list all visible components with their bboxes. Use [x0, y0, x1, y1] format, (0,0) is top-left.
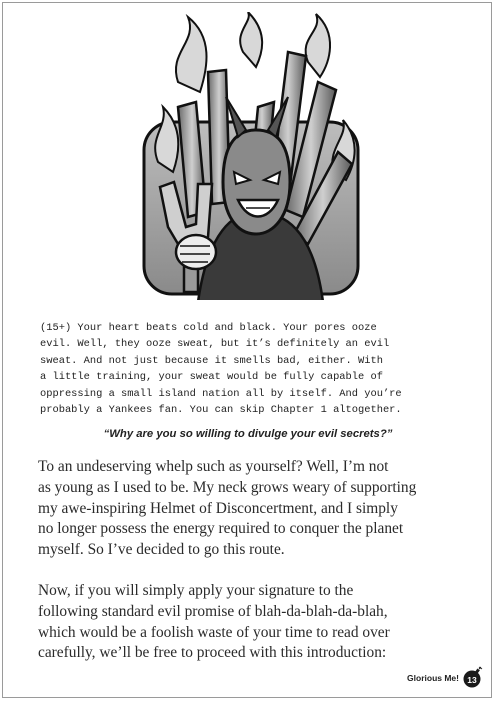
stats-line: evil. Well, they ooze sweat, but it’s definitely an evil — [40, 338, 390, 351]
paragraph-line: as young as I used to be. My neck grows weary of supporting — [38, 478, 417, 496]
villain-drawing — [138, 12, 364, 300]
paragraph-line: myself. So I’ve decided to go this route. — [38, 541, 285, 559]
paragraph-line: Now, if you will simply apply your signature to the — [38, 582, 354, 599]
paragraph-line: following standard evil promise of blah-da-blah-da-blah, — [38, 602, 388, 620]
paragraph-line: To an undeserving whelp such as yourself? Well, I’m not — [38, 458, 389, 475]
stats-paragraph — [40, 320, 470, 418]
question-heading: “Why are you so willing to divulge your evil secrets?” — [103, 428, 393, 440]
stats-line: probably a Yankees fan. You can skip Chapter 1 altogether. — [40, 404, 402, 417]
body-paragraph-2 — [38, 581, 478, 664]
bomb-icon — [463, 668, 483, 688]
villain-illustration — [138, 12, 364, 300]
paragraph-line: my awe-inspiring Helmet of Disconcertment, and I simply — [38, 499, 398, 517]
stats-line: a little training, your sweat would be fully capable of — [40, 371, 383, 384]
stats-line: oppressing a small island nation all by itself. And you’re — [40, 387, 402, 400]
stats-line: (15+) Your heart beats cold and black. Your pores ooze — [40, 322, 377, 334]
running-footer-title: Glorious Me! — [407, 673, 459, 683]
body-paragraph-1 — [38, 457, 478, 561]
paragraph-line: no longer possess the energy required to conquer the planet — [38, 520, 404, 538]
stats-line: sweat. And not just because it smells bad, either. With — [40, 354, 383, 367]
page-footer — [407, 669, 483, 687]
paragraph-line: carefully, we’ll be free to proceed with this introduction: — [38, 644, 387, 662]
page-number: 13 — [467, 675, 477, 685]
paragraph-line: which would be a foolish waste of your time to read over — [38, 623, 390, 641]
